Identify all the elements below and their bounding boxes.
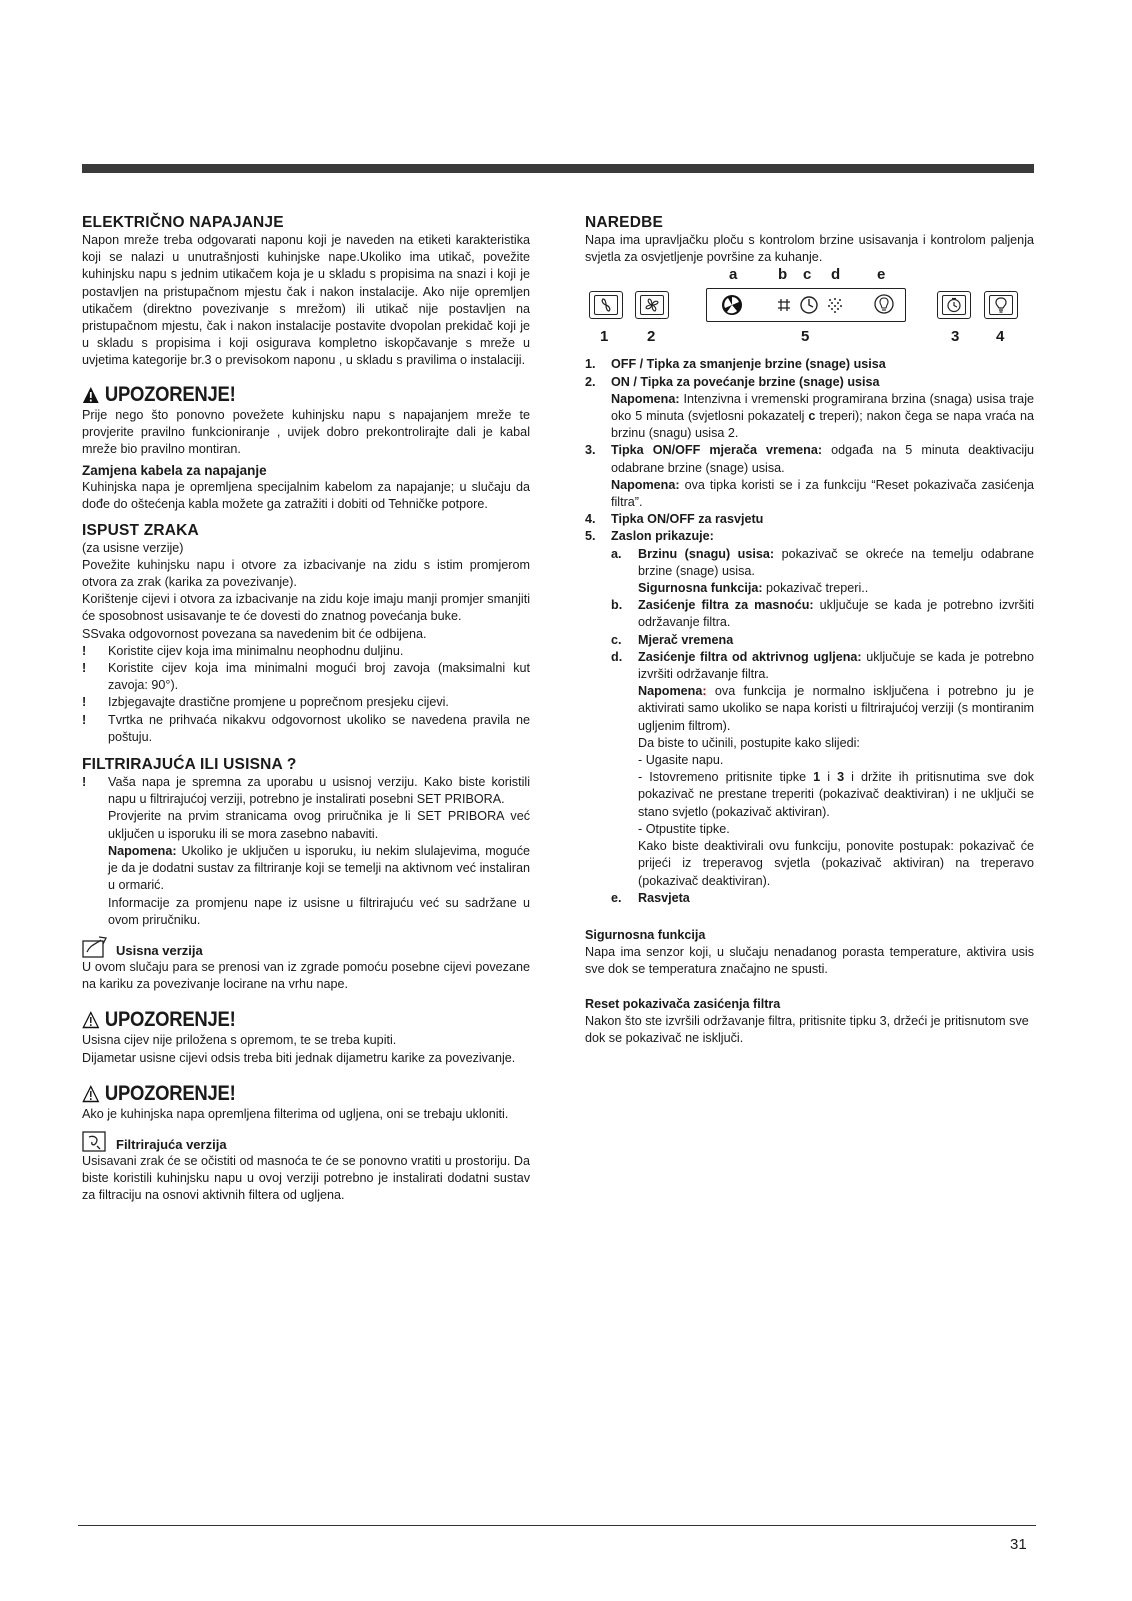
exhaust-text-2: Povežite kuhinjsku napu i otvore za izbacivanje na zidu s istim promjerom otvora za zrak (karika za povezivanje).: [82, 557, 530, 590]
button-4-light[interactable]: [984, 291, 1018, 319]
panel-number-3: 3: [951, 328, 960, 346]
speed-display-icon: [721, 294, 743, 316]
controls-intro: Napa ima upravljačku ploču s kontrolom brzine usisavanja i kontrolom paljenja svjetla za osvjetljenje površine za kuhanje.: [585, 233, 1034, 265]
panel-number-2: 2: [647, 328, 656, 346]
panel-letter-e: e: [877, 266, 886, 284]
filtering-version-icon: [82, 1129, 108, 1153]
list-item: ! Koristite cijev koja ima minimalnu neophodnu duljinu.: [82, 643, 404, 658]
panel-number-4: 4: [996, 328, 1005, 346]
panel-letter-d: d: [831, 266, 841, 284]
timer-button-icon: [946, 297, 962, 313]
list-item: ! Tvrtka ne prihvaća nikakvu odgovornost ukoliko se navedena pravila ne poštuju.: [82, 712, 530, 744]
extraction-text: U ovom slučaju para se prenosi van iz zgrade pomoću posebne cijevi povezane na kariku za povezivanje locirane na vrhu nape.: [82, 959, 530, 992]
warning-heading-3: UPOZORENJE!: [82, 1082, 476, 1106]
section-title-controls: NAREDBE: [585, 214, 664, 231]
warning-heading-1: UPOZORENJE!: [82, 383, 476, 407]
safety-text: Napa ima senzor koji, u slučaju nenadanog porasta temperature, aktivira usis sve dok se temperatura značajno ne spusti.: [585, 945, 1034, 977]
list-item: a. Brzinu (snagu) usisa: pokazivač se okreće na temelju odabrane brzine (snage) usisa.: [611, 546, 1034, 578]
warning-text-2b: Dijametar usisne cijevi odsis treba biti jednak dijametru karike za povezivanje.: [82, 1050, 516, 1065]
fan-low-icon: [599, 298, 613, 312]
exhaust-text-4: SSvaka odgovornost povezana sa navedenim bit će odbijena.: [82, 626, 427, 641]
charcoal-step-5: Kako biste deaktivirali ovu funkciju, ponovite postupak: pokazivač će prijeći iz treperavog svjetla (pokazivač aktiviran) na treperavo (pokazivač deaktiviran).: [638, 839, 1034, 888]
exhaust-text-3: Korištenje cijevi i otvora za izbacivanje na zidu koje imaju manji promjer smanjiti će sposobnost usisavanje te će dovesti do znatnog povećanja buke.: [82, 592, 530, 624]
list-item: 4. Tipka ON/OFF za rasvjetu: [585, 512, 764, 527]
panel-letter-c: c: [803, 266, 812, 284]
cable-text: Kuhinjska napa je opremljena specijalnim kabelom za napajanje; u slučaju da dođe do oštećenja kabla možete ga zatražiti i dobiti od Tehničke potpore.: [82, 480, 530, 512]
filtering-version-text: Usisavani zrak će se očistiti od masnoća te će se ponovno vratiti u prostoriju. Da biste koristili kuhinjsku napu u ovoj verziji potrebno je instalirati dodatni sustav za filtraciju na osnovi aktivnih filtera od ugljena.: [82, 1153, 530, 1203]
warning-filled-icon: [82, 386, 100, 404]
right-column: [585, 214, 1034, 1047]
panel-letter-b: b: [778, 266, 788, 284]
top-rule: [82, 164, 1034, 173]
light-bulb-icon: [994, 297, 1008, 313]
grease-filter-icon: [777, 298, 791, 312]
panel-number-1: 1: [600, 328, 609, 346]
section-title-power: ELEKTRIČNO NAPAJANJE: [82, 214, 284, 231]
charcoal-step-2: - Ugasite napu.: [638, 753, 724, 768]
timer-icon: [799, 295, 819, 315]
button-1-fan-low[interactable]: [589, 291, 623, 319]
note-timer: Napomena: ova tipka koristi se i za funkciju “Reset pokazivača zasićenja filtra”.: [611, 477, 1034, 510]
display-5: [706, 288, 906, 322]
reset-text: Nakon što ste izvršili održavanje filtra, pritisnite tipku 3, držeći je pritisnutom sve dok se pokazivač ne isključi.: [585, 1013, 1029, 1045]
warning-outline-icon: [82, 1011, 100, 1029]
warning-text-2a: Usisna cijev nije priložena s opremom, te se treba kupiti.: [82, 1033, 397, 1048]
list-item: b. Zasićenje filtra za masnoću: uključuje se kada je potrebno izvršiti održavanje filtra.: [611, 598, 1034, 630]
safety-title: Sigurnosna funkcija: [585, 927, 706, 942]
list-item: c. Mjerač vremena: [611, 632, 734, 647]
warning-text-3: Ako je kuhinjska napa opremljena filterima od ugljena, oni se trebaju ukloniti.: [82, 1106, 509, 1121]
note-charcoal: Napomena: ova funkcija je normalno isključena i potrebno ju je aktivirati samo ukoliko se napa koristi u filtrirajućoj verziji (s montiranim ugljenim filtrom).: [638, 684, 1034, 733]
power-text: Napon mreže treba odgovarati naponu koji je naveden na etiketi karakteristika koji se nalazi u unutrašnjosti kuhinjske nape.Ukoliko ima utikač, povežite kuhinjsku napu s jednim utikačem koja je u skladu s propisima na snazi i koji je postavljen na pristupačnom mjestu čak i nakon instalacije. Ako nije opremljen utikačem (direktno povezivanje s mrežom) ili utikač nije postavljen na pristupačnom mjestu, čak i nakon instalacije postavite dvopolan prekidač koji je u skladu s propisima i koji osigurava kompletno iskopčavanje s mreže u uvjetima kategorije br.3 o previsokom naponu , u skladu s pravilima o instalaciji.: [82, 233, 530, 368]
section-title-filtering: FILTRIRAJUĆA ILI USISNA ?: [82, 756, 297, 774]
bottom-rule: [78, 1525, 1036, 1526]
list-item: 2. ON / Tipka za povećanje brzine (snage) usisa: [585, 374, 880, 389]
list-item: ! Izbjegavajte drastične promjene u poprečnom presjeku cijevi.: [82, 695, 449, 710]
light-indicator-icon: [873, 293, 895, 317]
note-speed: Napomena: Intenzivna i vremenski programirana brzina (snaga) usisa traje oko 5 minuta (svjetlosni pokazatelj c treperi); nakon čega se napa vraća na brzinu (snagu) usisa 2.: [611, 391, 1034, 441]
control-panel-diagram: [585, 268, 1034, 346]
charcoal-step-3: - Istovremeno pritisnite tipke 1 i 3 i držite ih pritisnutima sve dok pokazivač ne prestane treperiti (pokazivač deaktiviran) i ne uključi se stano svjetlo (pokazivač aktiviran).: [638, 770, 1035, 819]
subheading-extraction: Usisna verzija: [82, 935, 530, 959]
button-3-timer[interactable]: [937, 291, 971, 319]
page-number: 31: [1010, 1536, 1027, 1553]
subheading-filtering-version: Filtrirajuća verzija: [82, 1129, 530, 1153]
list-item: 1. OFF / Tipka za smanjenje brzine (snage) usisa: [585, 357, 886, 372]
list-item: 5. Zaslon prikazuje:: [585, 529, 714, 544]
section-title-cable: Zamjena kabela za napajanje: [82, 463, 267, 479]
warning-outline-icon: [82, 1085, 100, 1103]
left-column: [82, 214, 530, 1205]
list-item: d. Zasićenje filtra od aktrivnog ugljena: uključuje se kada je potrebno izvršiti održavanje filtra.: [611, 649, 1034, 682]
list-item: 3. Tipka ON/OFF mjerača vremena: odgađa na 5 minuta deaktivaciju odabrane brzine (snage) usisa.: [585, 443, 1034, 475]
charcoal-step-1: Da biste to učinili, postupite kako slijedi:: [638, 735, 860, 750]
note-safety-a: Sigurnosna funkcija: pokazivač treperi..: [638, 581, 869, 596]
button-2-fan-high[interactable]: [635, 291, 669, 319]
fan-high-icon: [645, 298, 659, 312]
panel-number-5: 5: [801, 328, 810, 346]
extraction-version-icon: [82, 935, 108, 959]
warning-heading-2: UPOZORENJE!: [82, 1008, 476, 1032]
list-item: ! Koristite cijev koja ima minimalni mogući broj zavoja (maksimalni kut zavoja: 90°).: [82, 661, 530, 693]
list-item: e. Rasvjeta: [611, 890, 690, 905]
warning-text-1: Prije nego što ponovno povežete kuhinjsku napu s napajanjem mreže te provjerite pravilno funkcioniranje , uvijek dobro prekontrolirajte dali je kabal mreže bio pravilno montiran.: [82, 407, 530, 457]
panel-letter-a: a: [729, 266, 738, 284]
exhaust-text-1: (za usisne verzije): [82, 540, 184, 555]
charcoal-step-4: - Otpustite tipke.: [638, 821, 730, 836]
charcoal-filter-icon: [827, 297, 843, 313]
list-item: ! Vaša napa je spremna za uporabu u usisnoj verziju. Kako biste koristili napu u filtrirajućoj verziji, potrebno je instalirati posebni SET PRIBORA. Provjerite na prvim stranicama ovog priručnika je li SET PRIBORA već uključen u isporuku ili se mora zasebno nabaviti. Napomena: Ukoliko je uključen u isporuku, iu nekim slulajevima, moguće je da je dodatni sustav za filtriranje koji se temelji na aktivnom već instaliran u ormarić. Informacije za promjenu nape iz usisne u filtrirajuću već su sadržane u ovom priručniku.: [82, 775, 530, 927]
section-title-exhaust: ISPUST ZRAKA: [82, 521, 199, 539]
reset-title: Reset pokazivača zasićenja filtra: [585, 996, 781, 1011]
